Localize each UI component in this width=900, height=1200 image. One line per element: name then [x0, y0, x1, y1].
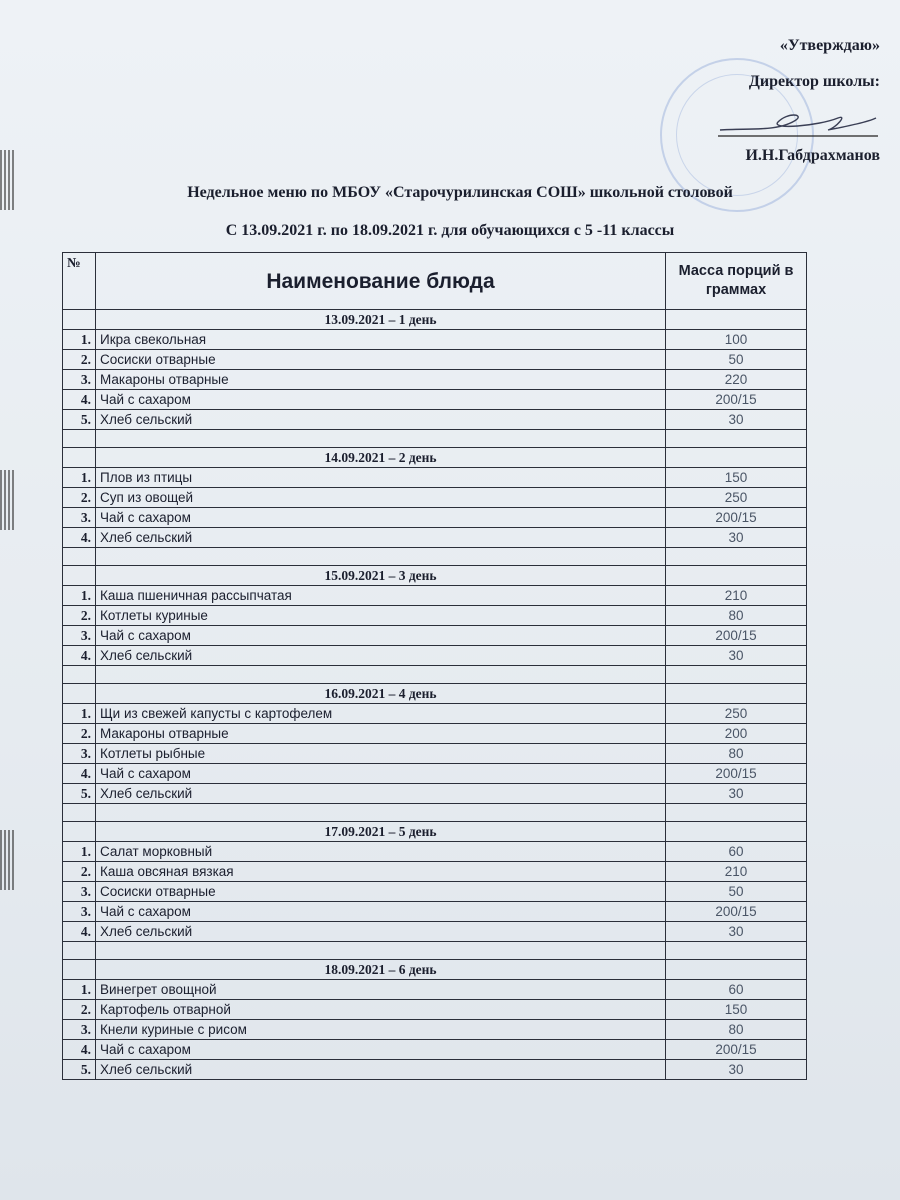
portion-mass: 200/15 — [666, 764, 807, 784]
day-title: 13.09.2021 – 1 день — [96, 310, 666, 330]
row-number: 5. — [63, 410, 96, 430]
day-header-row — [63, 684, 807, 704]
empty-cell — [63, 548, 96, 566]
dish-name: Щи из свежей капусты с картофелем — [96, 704, 666, 724]
dish-name: Сосиски отварные — [96, 350, 666, 370]
empty-cell — [96, 804, 666, 822]
header-portion-mass: Масса порций в граммах — [666, 253, 807, 310]
table-row — [63, 330, 807, 350]
table-row — [63, 606, 807, 626]
table-row — [63, 1040, 807, 1060]
dish-name: Хлеб сельский — [96, 528, 666, 548]
dish-name: Суп из овощей — [96, 488, 666, 508]
row-number: 4. — [63, 922, 96, 942]
day-title: 16.09.2021 – 4 день — [96, 684, 666, 704]
spacer-row — [63, 548, 807, 566]
dish-name: Икра свекольная — [96, 330, 666, 350]
day-title: 17.09.2021 – 5 день — [96, 822, 666, 842]
row-number: 1. — [63, 704, 96, 724]
day-header-spacer — [63, 684, 96, 704]
table-row — [63, 350, 807, 370]
dish-name: Чай с сахаром — [96, 626, 666, 646]
portion-mass: 200 — [666, 724, 807, 744]
empty-cell — [96, 666, 666, 684]
scan-artifact — [0, 470, 14, 530]
day-header-spacer — [63, 448, 96, 468]
table-row — [63, 488, 807, 508]
dish-name: Каша овсяная вязкая — [96, 862, 666, 882]
portion-mass: 150 — [666, 1000, 807, 1020]
row-number: 2. — [63, 606, 96, 626]
dish-name: Винегрет овощной — [96, 980, 666, 1000]
scan-artifact — [0, 150, 14, 210]
header-number: № — [63, 253, 96, 310]
row-number: 2. — [63, 724, 96, 744]
spacer-row — [63, 666, 807, 684]
table-row — [63, 922, 807, 942]
table-row — [63, 704, 807, 724]
header-dish-name: Наименование блюда — [96, 253, 666, 310]
day-header-spacer — [63, 960, 96, 980]
day-header-row — [63, 960, 807, 980]
portion-mass: 150 — [666, 468, 807, 488]
table-row — [63, 902, 807, 922]
portion-mass: 200/15 — [666, 902, 807, 922]
table-row — [63, 724, 807, 744]
day-title: 14.09.2021 – 2 день — [96, 448, 666, 468]
table-row — [63, 468, 807, 488]
director-signature — [718, 108, 878, 142]
row-number: 2. — [63, 1000, 96, 1020]
table-row — [63, 784, 807, 804]
table-row — [63, 586, 807, 606]
table-row — [63, 744, 807, 764]
empty-cell — [666, 942, 807, 960]
empty-cell — [96, 548, 666, 566]
empty-cell — [666, 430, 807, 448]
portion-mass: 80 — [666, 744, 807, 764]
portion-mass: 200/15 — [666, 508, 807, 528]
day-header-spacer — [666, 960, 807, 980]
dish-name: Салат морковный — [96, 842, 666, 862]
dish-name: Макароны отварные — [96, 724, 666, 744]
portion-mass: 30 — [666, 922, 807, 942]
row-number: 3. — [63, 902, 96, 922]
day-header-spacer — [63, 310, 96, 330]
row-number: 3. — [63, 882, 96, 902]
row-number: 3. — [63, 370, 96, 390]
table-row — [63, 370, 807, 390]
row-number: 2. — [63, 862, 96, 882]
empty-cell — [63, 430, 96, 448]
row-number: 5. — [63, 784, 96, 804]
row-number: 3. — [63, 626, 96, 646]
row-number: 3. — [63, 744, 96, 764]
portion-mass: 30 — [666, 784, 807, 804]
day-header-spacer — [666, 448, 807, 468]
portion-mass: 210 — [666, 862, 807, 882]
portion-mass: 30 — [666, 528, 807, 548]
dish-name: Хлеб сельский — [96, 410, 666, 430]
empty-cell — [63, 666, 96, 684]
table-row — [63, 862, 807, 882]
row-number: 4. — [63, 1040, 96, 1060]
document-title: Недельное меню по МБОУ «Старочурилинская СОШ» школьной столовой — [187, 184, 733, 201]
day-title: 15.09.2021 – 3 день — [96, 566, 666, 586]
approval-block — [749, 34, 880, 94]
day-header-spacer — [63, 822, 96, 842]
portion-mass: 30 — [666, 410, 807, 430]
table-row — [63, 882, 807, 902]
table-row — [63, 1020, 807, 1040]
empty-cell — [63, 942, 96, 960]
dish-name: Чай с сахаром — [96, 902, 666, 922]
scan-artifact — [0, 830, 14, 890]
document-subtitle: С 13.09.2021 г. по 18.09.2021 г. для обучающихся с 5 -11 классы — [225, 222, 675, 239]
portion-mass: 60 — [666, 842, 807, 862]
dish-name: Чай с сахаром — [96, 1040, 666, 1060]
portion-mass: 220 — [666, 370, 807, 390]
dish-name: Чай с сахаром — [96, 390, 666, 410]
spacer-row — [63, 804, 807, 822]
portion-mass: 200/15 — [666, 626, 807, 646]
empty-cell — [96, 430, 666, 448]
table-row — [63, 528, 807, 548]
dish-name: Хлеб сельский — [96, 922, 666, 942]
day-header-spacer — [666, 566, 807, 586]
portion-mass: 30 — [666, 1060, 807, 1080]
portion-mass: 80 — [666, 1020, 807, 1040]
spacer-row — [63, 430, 807, 448]
empty-cell — [63, 804, 96, 822]
table-row — [63, 980, 807, 1000]
row-number: 2. — [63, 488, 96, 508]
table-row — [63, 764, 807, 784]
dish-name: Каша пшеничная рассыпчатая — [96, 586, 666, 606]
portion-mass: 100 — [666, 330, 807, 350]
dish-name: Хлеб сельский — [96, 1060, 666, 1080]
row-number: 4. — [63, 528, 96, 548]
row-number: 1. — [63, 468, 96, 488]
portion-mass: 60 — [666, 980, 807, 1000]
row-number: 1. — [63, 586, 96, 606]
portion-mass: 210 — [666, 586, 807, 606]
row-number: 5. — [63, 1060, 96, 1080]
portion-mass: 50 — [666, 882, 807, 902]
table-row — [63, 390, 807, 410]
portion-mass: 250 — [666, 704, 807, 724]
menu-table-body — [63, 310, 807, 1080]
empty-cell — [666, 548, 807, 566]
dish-name: Кнели куриные с рисом — [96, 1020, 666, 1040]
dish-name: Макароны отварные — [96, 370, 666, 390]
approval-heading: «Утверждаю» — [779, 37, 880, 54]
director-label: Директор школы: — [748, 73, 880, 90]
dish-name: Хлеб сельский — [96, 784, 666, 804]
dish-name: Чай с сахаром — [96, 508, 666, 528]
day-header-row — [63, 448, 807, 468]
row-number: 1. — [63, 980, 96, 1000]
spacer-row — [63, 942, 807, 960]
row-number: 4. — [63, 646, 96, 666]
dish-name: Чай с сахаром — [96, 764, 666, 784]
portion-mass: 30 — [666, 646, 807, 666]
dish-name: Картофель отварной — [96, 1000, 666, 1020]
table-row — [63, 410, 807, 430]
director-name: И.Н.Габдрахманов — [745, 147, 880, 164]
dish-name: Хлеб сельский — [96, 646, 666, 666]
table-row — [63, 1000, 807, 1020]
day-header-spacer — [63, 566, 96, 586]
day-header-row — [63, 822, 807, 842]
portion-mass: 50 — [666, 350, 807, 370]
table-row — [63, 626, 807, 646]
row-number: 1. — [63, 330, 96, 350]
day-header-row — [63, 310, 807, 330]
empty-cell — [666, 666, 807, 684]
row-number: 2. — [63, 350, 96, 370]
table-row — [63, 1060, 807, 1080]
row-number: 3. — [63, 508, 96, 528]
table-row — [63, 508, 807, 528]
day-header-spacer — [666, 310, 807, 330]
portion-mass: 200/15 — [666, 1040, 807, 1060]
empty-cell — [666, 804, 807, 822]
table-header-row — [63, 253, 807, 310]
dish-name: Сосиски отварные — [96, 882, 666, 902]
dish-name: Котлеты рыбные — [96, 744, 666, 764]
day-header-spacer — [666, 684, 807, 704]
day-title: 18.09.2021 – 6 день — [96, 960, 666, 980]
row-number: 3. — [63, 1020, 96, 1040]
day-header-spacer — [666, 822, 807, 842]
row-number: 4. — [63, 764, 96, 784]
table-row — [63, 646, 807, 666]
row-number: 4. — [63, 390, 96, 410]
dish-name: Плов из птицы — [96, 468, 666, 488]
menu-table — [62, 252, 807, 1080]
dish-name: Котлеты куриные — [96, 606, 666, 626]
empty-cell — [96, 942, 666, 960]
portion-mass: 200/15 — [666, 390, 807, 410]
table-row — [63, 842, 807, 862]
day-header-row — [63, 566, 807, 586]
portion-mass: 80 — [666, 606, 807, 626]
portion-mass: 250 — [666, 488, 807, 508]
row-number: 1. — [63, 842, 96, 862]
